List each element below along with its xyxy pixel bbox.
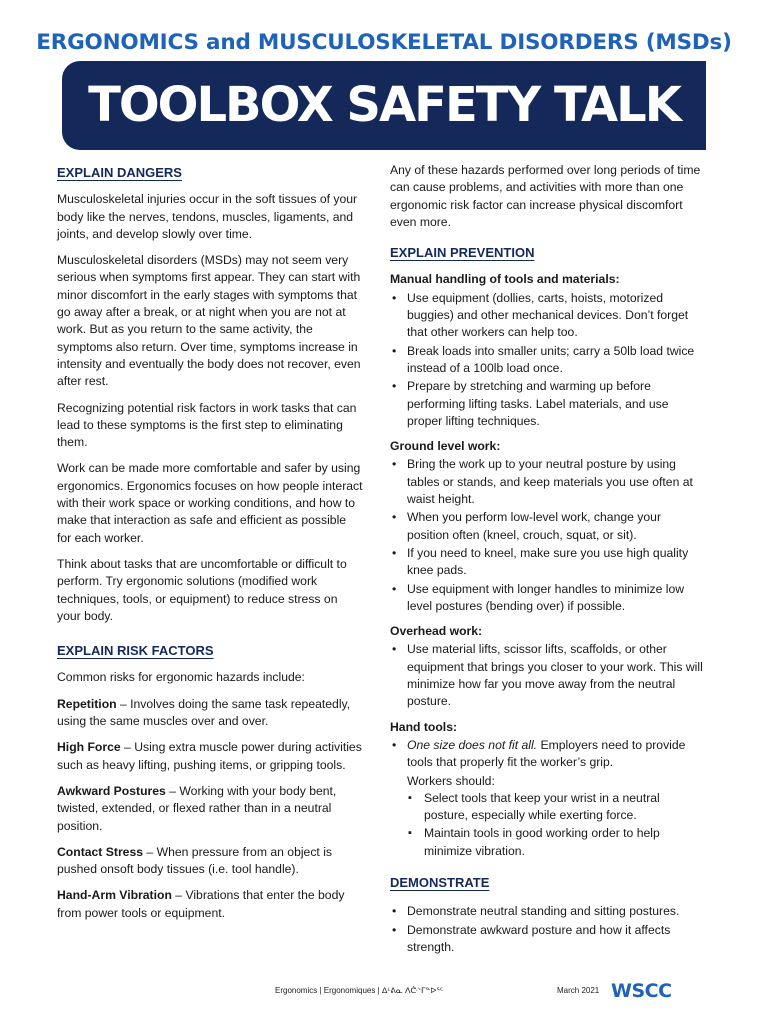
overhead-list: [390, 641, 706, 710]
right-column: [390, 162, 706, 964]
list-item: ▪ Select tools that keep your wrist in a neutral posture, especially while exerting force.: [407, 790, 706, 825]
risk-term: Hand-Arm Vibration: [57, 888, 172, 903]
ground-level-list: [390, 456, 706, 615]
manual-handling-list: [390, 290, 706, 430]
subheading-ground-level: Ground level work:: [390, 439, 501, 454]
hand-tools-emphasis: One size does not fit all.: [407, 737, 538, 752]
section-heading-dangers: EXPLAIN DANGERS: [57, 165, 182, 180]
subheading-overhead: Overhead work:: [390, 624, 483, 639]
list-item: ▪ Maintain tools in good working order to help minimize vibration.: [407, 825, 706, 860]
list-item: • Demonstrate awkward posture and how it affects strength.: [390, 922, 706, 957]
banner-title: TOOLBOX SAFETY TALK: [88, 77, 680, 133]
risk-term: Contact Stress: [57, 844, 144, 859]
risk-item: [57, 739, 363, 774]
hand-tools-list: [390, 737, 706, 790]
page-subtitle: ERGONOMICS and MUSCULOSKELETAL DISORDERS (MSDs): [36, 30, 732, 55]
dangers-paragraph: Think about tasks that are uncomfortable or difficult to perform. Try ergonomic solutions (modified work techniques, tools, or equipment) to reduce stress on your body.: [57, 556, 347, 623]
footer-topic: Ergonomics | Ergonomiques | ᐃᒻᕕᓇ ᐱᕩᐠᒥᓐᐅᕐᑦ: [275, 986, 444, 995]
list-item: • Use material lifts, scissor lifts, scaffolds, or other equipment that brings you closer to your work. This will minimize how far you move away from the neutral posture.: [390, 641, 706, 710]
list-item: • Break loads into smaller units; carry a 50lb load twice instead of a 100lb load once.: [390, 343, 706, 378]
wscc-logo: WSCC: [611, 980, 672, 1002]
risk-description: – When pressure from an object is pushed onsoft body tissues (i.e. tool handle).: [57, 844, 333, 877]
section-heading-demonstrate: DEMONSTRATE: [390, 874, 490, 890]
list-item: [390, 737, 706, 772]
dangers-paragraph: Work can be made more comfortable and safer by using ergonomics. Ergonomics focuses on how people interact with their work space or working conditions, and how to make that interaction as safe and efficient as possible for each worker.: [57, 461, 363, 545]
hand-tools-text: Employers need to provide tools that properly fit the worker’s grip.: [407, 737, 686, 770]
risk-item: [57, 783, 363, 835]
risk-item: [57, 887, 363, 922]
risk-term: High Force: [57, 740, 121, 755]
subheading-hand-tools: Hand tools:: [390, 719, 458, 734]
risk-term: Awkward Postures: [57, 783, 166, 798]
risk-term: Repetition: [57, 696, 117, 711]
section-heading-risk-factors: EXPLAIN RISK FACTORS: [57, 643, 214, 659]
hand-tools-sublist: [407, 790, 706, 860]
list-item: • Demonstrate neutral standing and sitting postures.: [390, 903, 706, 920]
risk-description: – Using extra muscle power during activities such as heavy lifting, pushing items, or gripping tools.: [57, 740, 362, 772]
hazards-intro: Any of these hazards performed over long periods of time can cause problems, and activities with more than one ergonomic risk factor can increase physical discomfort even more.: [390, 163, 701, 229]
risk-description: – Involves doing the same task repeatedly, using the same muscles over and over.: [57, 696, 351, 729]
demonstrate-list: [390, 903, 706, 956]
risk-item: [57, 696, 363, 731]
dangers-paragraph: Recognizing potential risk factors in work tasks that can lead to these symptoms is the first step to eliminating them.: [57, 400, 357, 450]
subheading-manual-handling: Manual handling of tools and materials:: [390, 272, 620, 287]
list-item: • If you need to kneel, make sure you use high quality knee pads.: [390, 545, 706, 580]
workers-should-text: Workers should:: [407, 773, 495, 788]
title-banner: [62, 61, 706, 150]
list-item: • Bring the work up to your neutral posture by using tables or stands, and keep materials you use often at waist height.: [390, 456, 706, 508]
workers-should-label: [390, 773, 706, 790]
footer: [0, 980, 768, 1002]
dangers-paragraph: Musculoskeletal disorders (MSDs) may not seem very serious when symptoms first appear. They can start with minor discomfort in the early stages with symptoms that go away after a break, or at night when you are not at work. But as you return to the same activity, the symptoms also return. Over time, symptoms increase in intensity and eventually the body does not recover, even after rest.: [57, 253, 361, 389]
risk-description: – Vibrations that enter the body from power tools or equipment.: [57, 888, 345, 920]
risk-description: – Working with your body bent, twisted, extended, or flexed rather than in a neutral position.: [57, 783, 337, 833]
risk-intro: Common risks for ergonomic hazards include:: [57, 670, 305, 685]
list-item: • Prepare by stretching and warming up before performing lifting tasks. Label materials, and use proper lifting techniques.: [390, 378, 706, 430]
footer-date: March 2021: [557, 986, 600, 995]
left-column: [57, 164, 363, 931]
dangers-paragraph: Musculoskeletal injuries occur in the soft tissues of your body like the nerves, tendons, muscles, ligaments, and joints, and develop slowly over time.: [57, 192, 358, 241]
section-heading-prevention: EXPLAIN PREVENTION: [390, 245, 535, 261]
list-item: • Use equipment (dollies, carts, hoists, motorized buggies) and other mechanical devices. Don’t forget that other workers can help too.: [390, 290, 706, 342]
risk-item: [57, 844, 363, 879]
list-item: • Use equipment with longer handles to minimize low level postures (bending over) if possible.: [390, 581, 706, 616]
list-item: • When you perform low-level work, change your position often (kneel, crouch, squat, or sit).: [390, 509, 706, 544]
